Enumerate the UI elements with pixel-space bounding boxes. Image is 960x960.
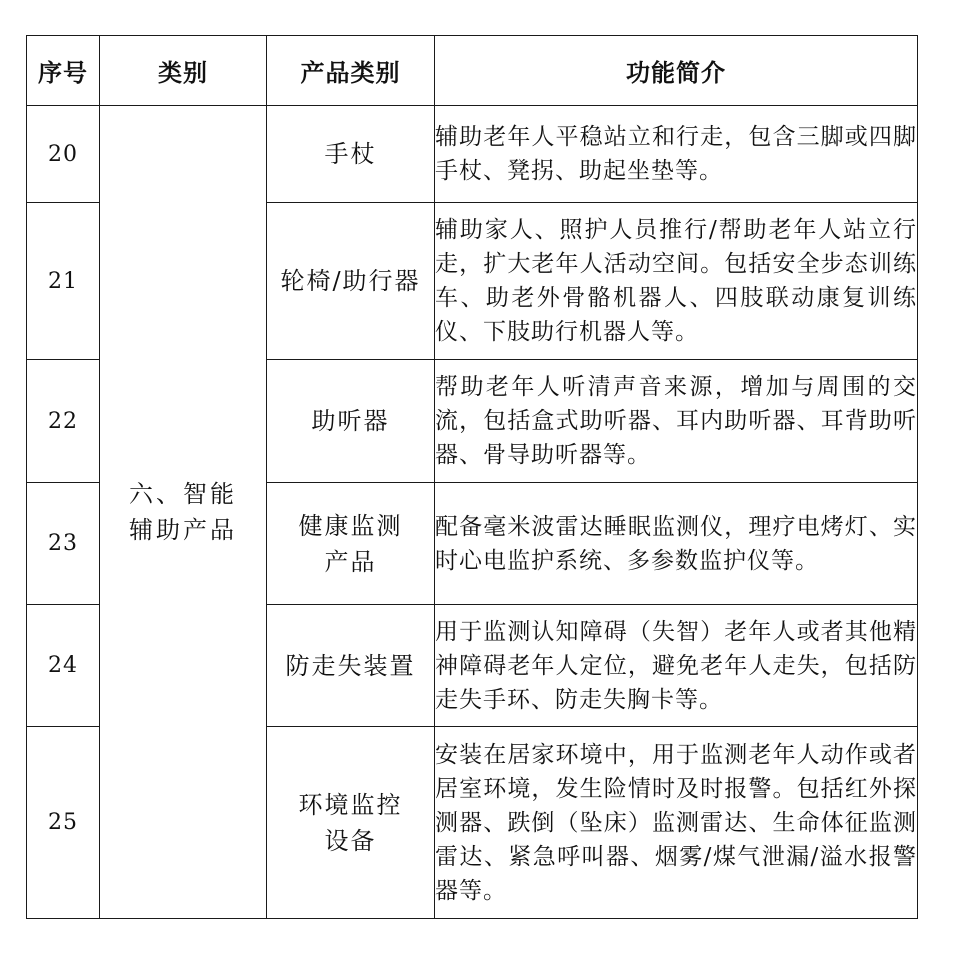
description: 辅助老年人平稳站立和行走，包含三脚或四脚手杖、凳拐、助起坐垫等。 bbox=[435, 106, 918, 203]
row-index: 25 bbox=[27, 727, 100, 919]
description: 帮助老年人听清声音来源，增加与周围的交流，包括盒式助听器、耳内助听器、耳背助听器、骨导助听器等。 bbox=[435, 360, 918, 483]
category-cell bbox=[100, 106, 267, 919]
description: 用于监测认知障碍（失智）老年人或者其他精神障碍老年人定位，避免老年人走失，包括防走失手环、防走失胸卡等。 bbox=[435, 605, 918, 727]
header-category: 类别 bbox=[100, 36, 267, 106]
header-description: 功能简介 bbox=[435, 36, 918, 106]
product-table bbox=[26, 35, 918, 919]
description: 配备毫米波雷达睡眠监测仪，理疗电烤灯、实时心电监护系统、多参数监护仪等。 bbox=[435, 483, 918, 605]
header-product-type: 产品类别 bbox=[267, 36, 435, 106]
product-type: 防走失装置 bbox=[267, 605, 435, 727]
row-index: 23 bbox=[27, 483, 100, 605]
row-index: 22 bbox=[27, 360, 100, 483]
product-type-line-2: 设备 bbox=[324, 826, 377, 855]
category-line-2: 辅助产品 bbox=[129, 516, 237, 544]
header-row bbox=[27, 36, 918, 106]
category-line-1: 六、智能 bbox=[129, 480, 237, 508]
product-type: 助听器 bbox=[267, 360, 435, 483]
product-type-line-1: 健康监测 bbox=[298, 511, 403, 540]
description: 辅助家人、照护人员推行/帮助老年人站立行走，扩大老年人活动空间。包括安全步态训练车、助老外骨骼机器人、四肢联动康复训练仪、下肢助行机器人等。 bbox=[435, 203, 918, 360]
row-index: 20 bbox=[27, 106, 100, 203]
product-type-line-1: 环境监控 bbox=[298, 790, 403, 819]
table-row bbox=[27, 106, 918, 203]
description: 安装在居家环境中，用于监测老年人动作或者居室环境，发生险情时及时报警。包括红外探测器、跌倒（坠床）监测雷达、生命体征监测雷达、紧急呼叫器、烟雾/煤气泄漏/溢水报警器等。 bbox=[435, 727, 918, 919]
product-type: 手杖 bbox=[267, 106, 435, 203]
row-index: 24 bbox=[27, 605, 100, 727]
product-type-line-2: 产品 bbox=[324, 547, 377, 576]
row-index: 21 bbox=[27, 203, 100, 360]
product-type bbox=[267, 483, 435, 605]
header-index: 序号 bbox=[27, 36, 100, 106]
product-type: 轮椅/助行器 bbox=[267, 203, 435, 360]
product-type bbox=[267, 727, 435, 919]
